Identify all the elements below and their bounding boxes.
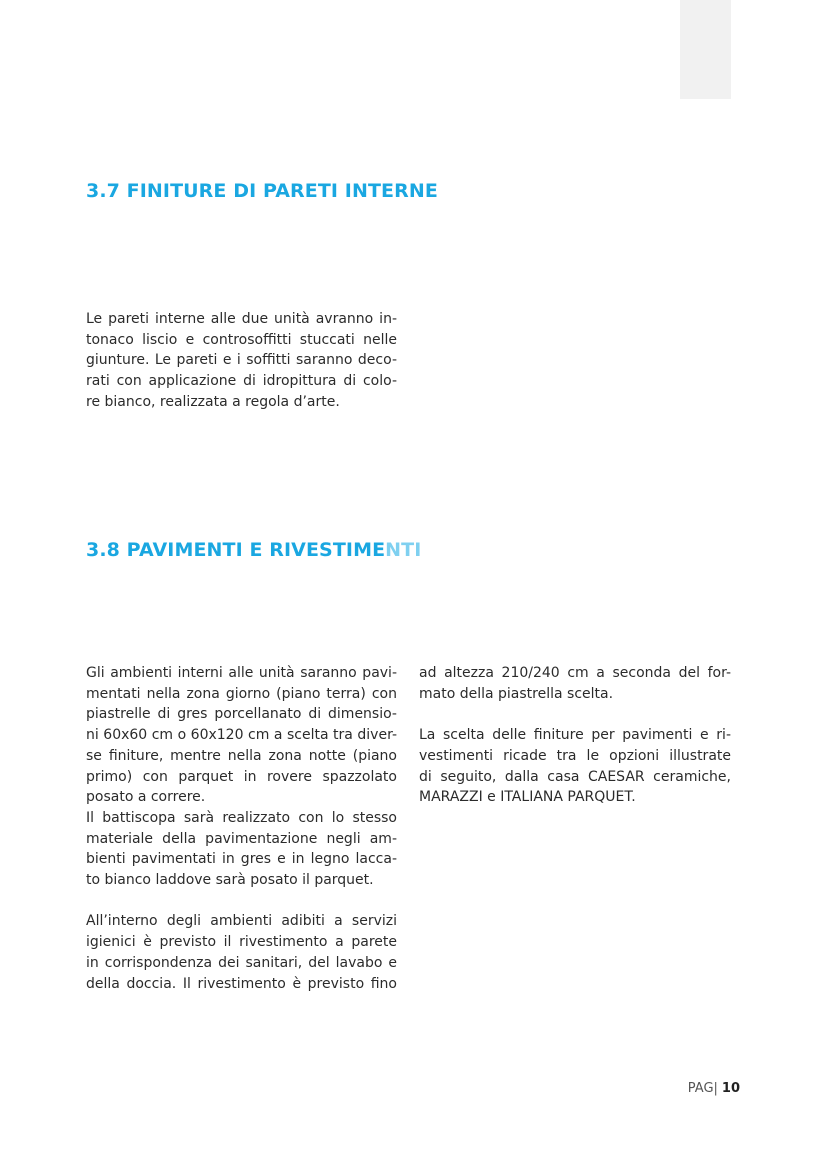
text-line: to bianco laddove sarà posato il parquet. [86, 872, 374, 889]
text-line: materiale della pavimentazione negli am- [86, 830, 397, 847]
page-tab-marker [680, 0, 731, 99]
section-3-8-left-column [86, 663, 397, 994]
text-line: di seguito, dalla casa CAESAR ceramiche, [419, 768, 731, 785]
section-heading-3-8 [86, 539, 421, 561]
text-line: rati con applicazione di idropittura di colo- [86, 373, 397, 390]
text-line: re bianco, realizzata a regola d’arte. [86, 393, 340, 410]
text-line: MARAZZI e ITALIANA PARQUET. [419, 789, 636, 806]
text-line: se finiture, mentre nella zona notte (piano [86, 747, 397, 764]
text-line: piastrelle di gres porcellanato di dimensio- [86, 706, 397, 723]
text-line: in corrispondenza dei sanitari, del lavabo e [86, 954, 397, 971]
page-label: PAG| [687, 1081, 718, 1096]
text-line: Il battiscopa sarà realizzato con lo stesso [86, 809, 397, 826]
text-line: Gli ambienti interni alle unità saranno pavi- [86, 665, 397, 681]
page-number [688, 1081, 740, 1096]
text-line: All’interno degli ambienti adibiti a servizi [86, 913, 397, 930]
text-line: mato della piastrella scelta. [419, 685, 614, 702]
text-line: posato a correre. [86, 789, 206, 806]
section-heading-3-7: 3.7 FINITURE DI PARETI INTERNE [86, 180, 438, 202]
paragraph-gap [86, 891, 397, 912]
text-line: primo) con parquet in rovere spazzolato [86, 768, 397, 785]
text-line: della doccia. Il rivestimento è previsto fino [86, 975, 397, 992]
text-line: La scelta delle finiture per pavimenti e ri- [419, 727, 731, 744]
text-line: ni 60x60 cm o 60x120 cm a scelta tra diver- [86, 727, 397, 744]
text-line: mentati nella zona giorno (piano terra) con [86, 685, 397, 702]
section-heading-3-8-main: 3.8 PAVIMENTI E RIVESTIME [86, 539, 386, 561]
text-line: vestimenti ricade tra le opzioni illustrate [419, 747, 731, 764]
section-3-7-paragraph [86, 309, 397, 413]
text-line: giunture. Le pareti e i soffitti saranno deco- [86, 352, 397, 369]
paragraph-gap [419, 704, 731, 725]
text-line: ad altezza 210/240 cm a seconda del for- [419, 665, 731, 681]
section-3-8-right-column [419, 663, 731, 808]
text-line: bienti pavimentati in gres e in legno lacca- [86, 851, 397, 868]
page-number-value: 10 [721, 1081, 740, 1096]
text-line: Le pareti interne alle due unità avranno in- [86, 311, 397, 327]
section-heading-3-8-tail: NTI [385, 539, 422, 561]
text-line: igienici è previsto il rivestimento a parete [86, 934, 397, 951]
text-line: tonaco liscio e controsoffitti stuccati nelle [86, 331, 397, 348]
